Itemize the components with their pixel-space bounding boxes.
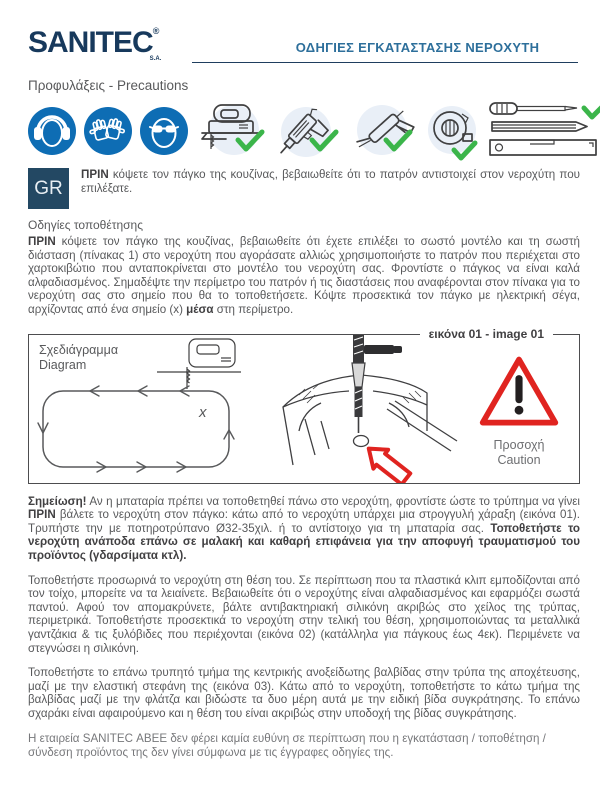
- face-protection-icon: [138, 105, 190, 157]
- disclaimer-text: Η εταιρεία SANITEC ΑΒΕΕ δεν φέρει καμία ευθύνη σε περίπτωση που η εγκατάσταση / τοποθέτηση / σύνδεση προϊόντος της δεν γίνει σύμφωνα με τις έγγραφες οδηγίες της.: [28, 732, 546, 760]
- sanitec-logo: [28, 26, 162, 62]
- caulk-gun-icon: [346, 100, 416, 162]
- gloves-icon: [82, 105, 134, 157]
- svg-text:x: x: [199, 403, 207, 421]
- header-divider: [192, 62, 578, 63]
- installation-heading: Οδηγίες τοποθέτησης: [28, 218, 143, 232]
- drilling-illustration: [269, 335, 459, 483]
- gr-intro-text: ΠΡΙΝ κόψετε τον πάγκο της κουζίνας, βεβαιωθείτε ότι το πατρόν αντιστοιχεί στον νεροχύτη που επιλέξατε.: [81, 168, 580, 195]
- gr-language-block: [28, 168, 580, 209]
- warning-triangle-icon: [471, 350, 567, 436]
- placement-paragraph: Τοποθετήστε προσωρινά το νεροχύτη στη θέση του. Σε περίπτωση που τα πλαστικά κλιπ εμποδίζονται από τον τοίχο, μπορείτε να τα λειαίνετε. Βεβαιωθείτε ότι ο νεροχύτης είναι αλφαδιασμένος και εφαρμόζει σωστά παντού. Αφού τον απομακρύνετε, βάλτε αντιβακτηριακή σιλικόνη ακριβώς στο χείλος της τρύπας, περιμετρικά. Τοποθετήστε προσεκτικά το νεροχύτη στην τελική του θέση, χρησιμοποιώντας τα μεταλλικά γαντζάκια & τις ξυλόβιδες που περιέχονται (εικόνα 02) (κατάλληλα για πάγκους έως 4εκ). Περιμένετε να στεγνώσει η σιλικόνη.: [28, 573, 580, 655]
- cutting-diagram: [29, 335, 269, 483]
- gr-language-badge: GR: [28, 168, 69, 209]
- logo-text: SANITEC: [28, 26, 153, 59]
- note-paragraph: Σημείωση! Αν η μπαταρία πρέπει να τοποθετηθεί πάνω στο νεροχύτη, φροντίστε ώστε το τρύπημα να γίνει ΠΡΙΝ βάλετε το νεροχύτη στον πάγκο: κάτω από το νεροχύτη υπάρχει μια στρογγυλή χάραξη (εικόνα 01). Τρυπήστε την με ποτηροτρύπανο Ø32-35χιλ. ή το αντίστοιχο για τη μπαταρία σας. Τοποθετήστε το νεροχύτη ανάποδα επάνω σε μαλακή και καθαρή επιφάνεια για την αποφυγή τραυματισμού του προϊόντος (γδαρσίματα κτλ).: [28, 494, 580, 562]
- registered-mark: ®: [152, 26, 160, 36]
- figure-01: [28, 326, 580, 484]
- logo-sa-suffix: S.A.: [149, 56, 162, 62]
- figure-caption: εικόνα 01 - image 01: [420, 327, 553, 341]
- main-content: [28, 218, 580, 760]
- precautions-heading: Προφυλάξεις - Precautions: [28, 78, 189, 93]
- drill-icon: [270, 100, 342, 162]
- installation-paragraph: ΠΡΙΝ κόψετε τον πάγκο της κουζίνας, βεβαιωθείτε ότι έχετε επιλέξει το σωστό μοντέλο και τη σωστή διάσταση (πίνακας 1) στο νεροχύτη που αγοράσατε αλλιώς χρησιμοποιήστε το πατρόν που περιέχεται στο χαρτοκιβώτιο που ανταποκρίνεται στο μοντέλο του νεροχύτη σας. Φροντίστε ο πάγκος να είναι καλά αλφαδιασμένος. Σημαδέψτε την περίμετρο του πατρόν ή τις διαστάσεις που αναφέρονται στον πίνακα για το νεροχύτη σας στο σημείο που θα το τοποθετήσετε. Κόψτε προσεκτικά τον πάγκο με ηλεκτρική σέγα, αρχίζοντας από ένα σημείο (x) μέσα στη περίμετρο.: [28, 235, 580, 316]
- ear-protection-icon: [26, 105, 78, 157]
- tape-measure-icon: [420, 100, 484, 162]
- caution-block: [459, 335, 579, 483]
- page-title: ΟΔΗΓΙΕΣ ΕΓΚΑΤΑΣΤΑΣΗΣ ΝΕΡΟΧΥΤΗ: [295, 40, 540, 55]
- screwdriver-pencil-level-icons: [488, 100, 600, 162]
- caution-label: Προσοχή Caution: [493, 437, 545, 467]
- sink-drill-drawing: [269, 335, 459, 483]
- valve-paragraph: Τοποθετήστε το επάνω τρυπητό τμήμα της κεντρικής ανοξείδωτης βαλβίδας στην τρύπα της αποχέτευσης, μαζί με την ελαστική στεφάνη της (εικόνα 03). Κάτω από το νεροχύτη, τοποθετήστε το κάτω τμήμα της βαλβίδας μαζί με την φλάτζα και βιδώστε τα δυο μέρη αυτά με την ειδική βίδα συγκράτησης. Το επάνω σχαράκι είναι αφαιρούμενο και η θέση του είναι ακριβώς στην υποδοχή της βίδας συγκράτησης.: [28, 666, 580, 720]
- diagram-label: Σχεδιάγραμμα Diagram: [39, 342, 119, 372]
- jigsaw-icon: [194, 100, 266, 162]
- precaution-icons-row: [26, 98, 582, 164]
